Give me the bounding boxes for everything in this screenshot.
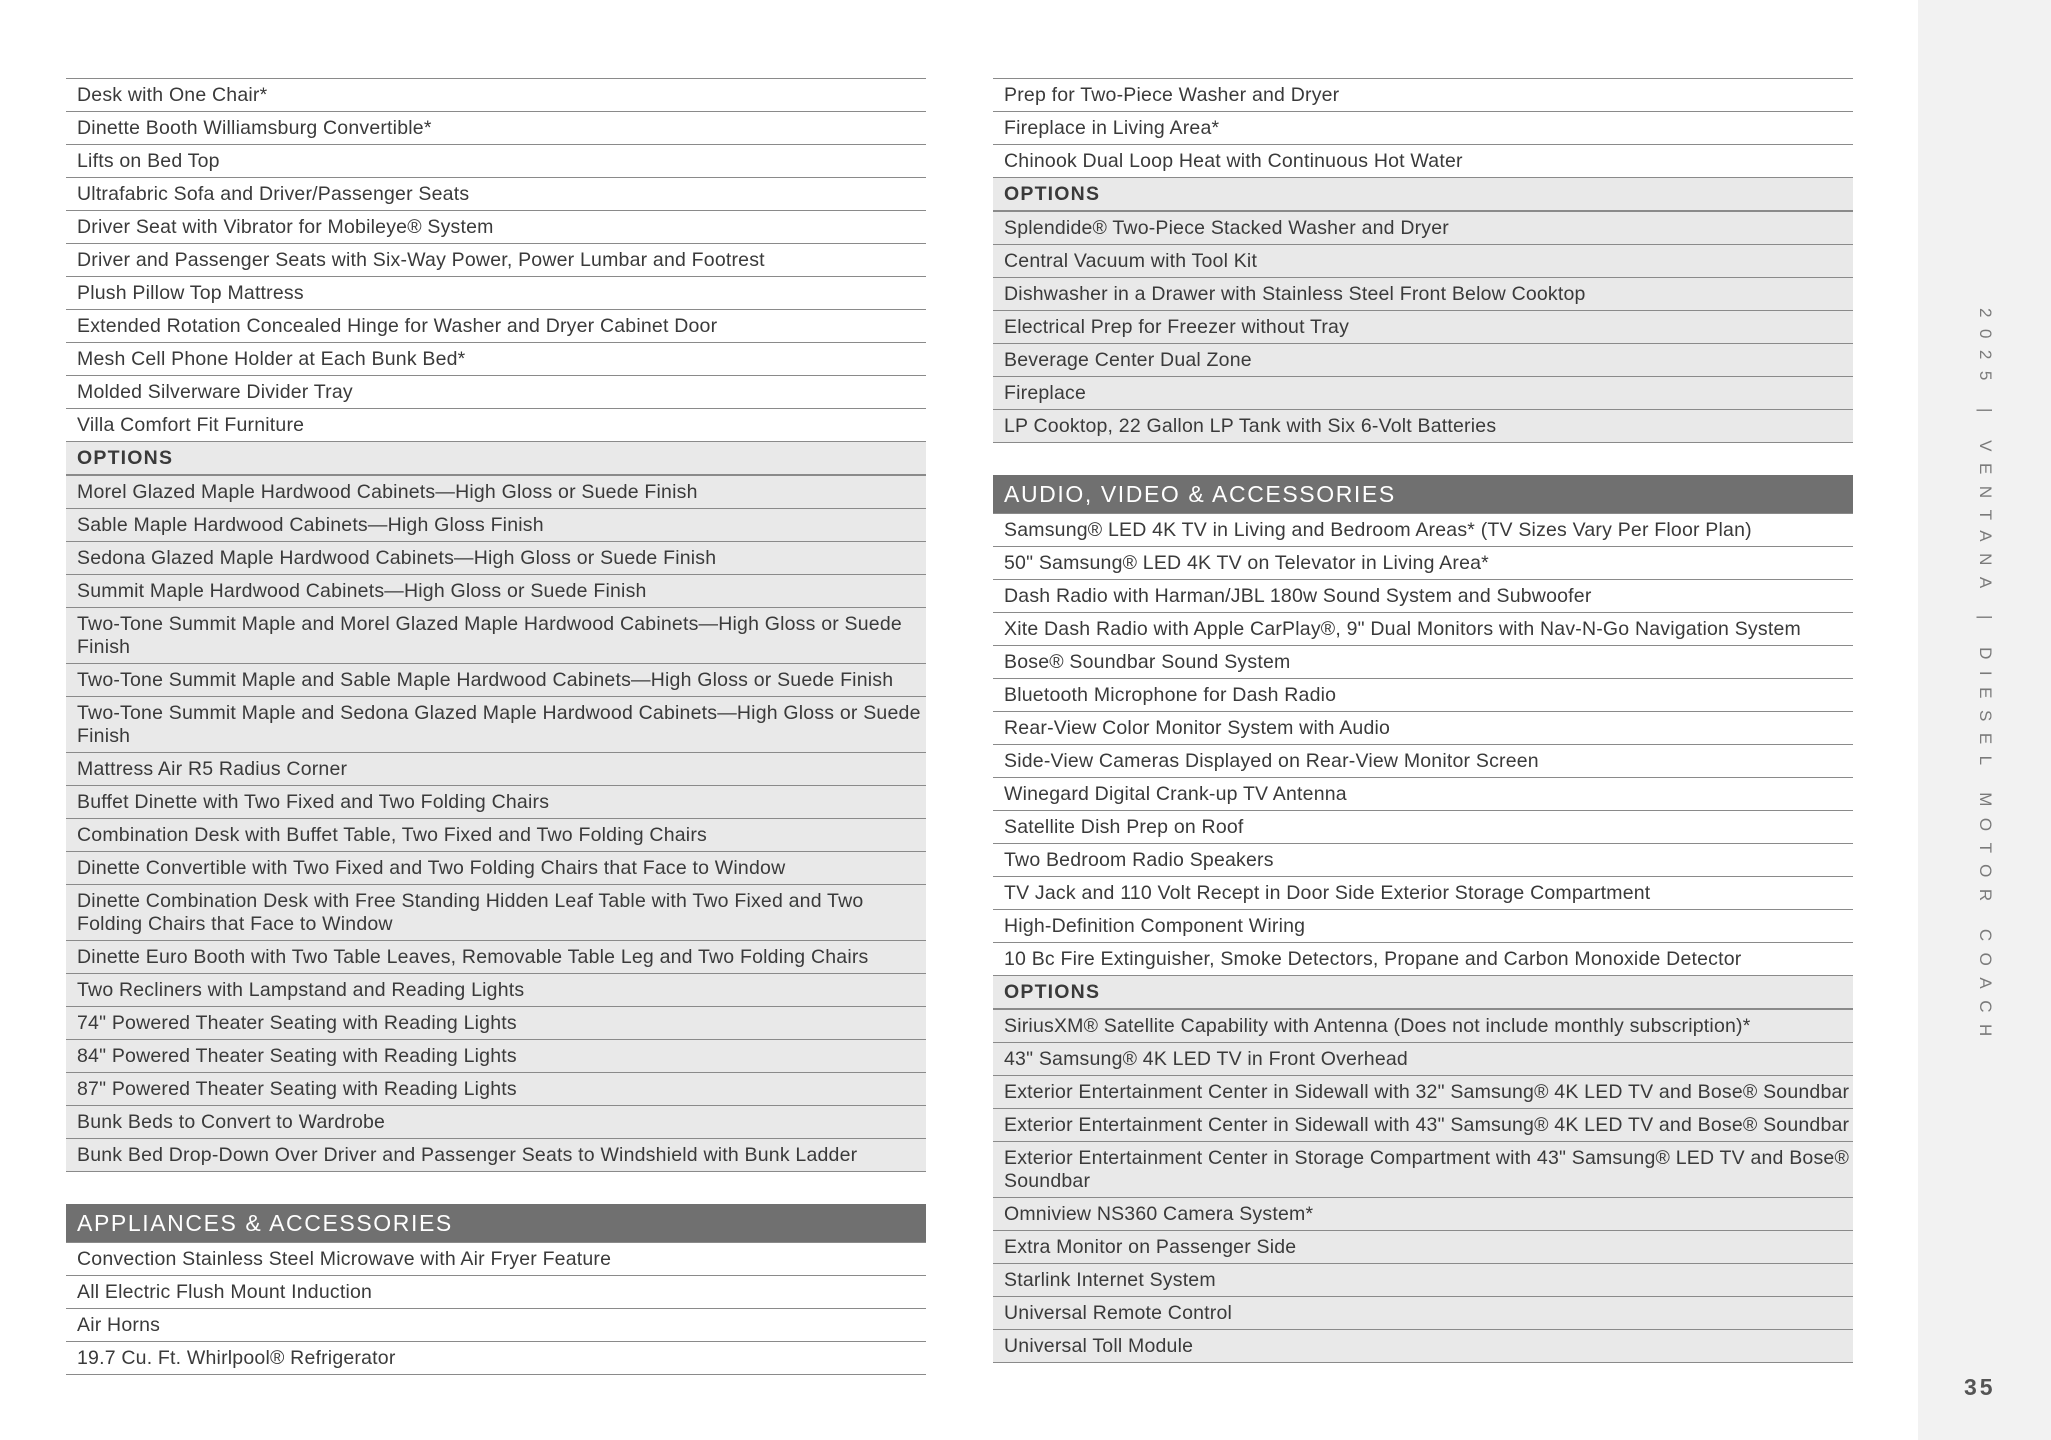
- list-item: All Electric Flush Mount Induction: [66, 1276, 926, 1309]
- list-item: 84" Powered Theater Seating with Reading Lights: [66, 1040, 926, 1073]
- list-item: Two Recliners with Lampstand and Reading Lights: [66, 974, 926, 1007]
- list-item: Prep for Two-Piece Washer and Dryer: [993, 78, 1853, 112]
- list-item: Fireplace: [993, 377, 1853, 410]
- audio-section-title: AUDIO, VIDEO & ACCESSORIES: [993, 475, 1853, 513]
- list-item: Universal Remote Control: [993, 1297, 1853, 1330]
- list-item: Splendide® Two-Piece Stacked Washer and Dryer: [993, 211, 1853, 245]
- audio-options-heading: OPTIONS: [993, 976, 1853, 1009]
- list-item: Air Horns: [66, 1309, 926, 1342]
- right-options-list: [993, 211, 1853, 443]
- list-item: Satellite Dish Prep on Roof: [993, 811, 1853, 844]
- appliances-section-title: APPLIANCES & ACCESSORIES: [66, 1204, 926, 1242]
- list-item: Starlink Internet System: [993, 1264, 1853, 1297]
- list-item: Beverage Center Dual Zone: [993, 344, 1853, 377]
- list-item: Sedona Glazed Maple Hardwood Cabinets—High Gloss or Suede Finish: [66, 542, 926, 575]
- right-column: [993, 78, 1853, 1363]
- list-item: Xite Dash Radio with Apple CarPlay®, 9" Dual Monitors with Nav-N-Go Navigation System: [993, 613, 1853, 646]
- list-item: Rear-View Color Monitor System with Audio: [993, 712, 1853, 745]
- list-item: Morel Glazed Maple Hardwood Cabinets—High Gloss or Suede Finish: [66, 475, 926, 509]
- list-item: Desk with One Chair*: [66, 78, 926, 112]
- list-item: Chinook Dual Loop Heat with Continuous Hot Water: [993, 145, 1853, 178]
- list-item: 87" Powered Theater Seating with Reading Lights: [66, 1073, 926, 1106]
- list-item: Two-Tone Summit Maple and Morel Glazed Maple Hardwood Cabinets—High Gloss or Suede Finish: [66, 608, 926, 664]
- list-item: Bunk Beds to Convert to Wardrobe: [66, 1106, 926, 1139]
- left-options-list: [66, 475, 926, 1172]
- list-item: Mattress Air R5 Radius Corner: [66, 753, 926, 786]
- list-item: Dash Radio with Harman/JBL 180w Sound System and Subwoofer: [993, 580, 1853, 613]
- list-item: Driver and Passenger Seats with Six-Way Power, Power Lumbar and Footrest: [66, 244, 926, 277]
- list-item: Villa Comfort Fit Furniture: [66, 409, 926, 442]
- left-options-heading: OPTIONS: [66, 442, 926, 475]
- audio-list: [993, 513, 1853, 976]
- list-item: 19.7 Cu. Ft. Whirlpool® Refrigerator: [66, 1342, 926, 1375]
- page-number: 35: [1964, 1374, 1996, 1400]
- list-item: Dinette Combination Desk with Free Standing Hidden Leaf Table with Two Fixed and Two Folding Chairs that Face to Window: [66, 885, 926, 941]
- list-item: Ultrafabric Sofa and Driver/Passenger Seats: [66, 178, 926, 211]
- list-item: Summit Maple Hardwood Cabinets—High Gloss or Suede Finish: [66, 575, 926, 608]
- list-item: SiriusXM® Satellite Capability with Antenna (Does not include monthly subscription)*: [993, 1009, 1853, 1043]
- list-item: Winegard Digital Crank-up TV Antenna: [993, 778, 1853, 811]
- audio-options-list: [993, 1009, 1853, 1363]
- list-item: Samsung® LED 4K TV in Living and Bedroom Areas* (TV Sizes Vary Per Floor Plan): [993, 513, 1853, 547]
- list-item: 74" Powered Theater Seating with Reading Lights: [66, 1007, 926, 1040]
- left-column: [66, 78, 926, 1375]
- list-item: 43" Samsung® 4K LED TV in Front Overhead: [993, 1043, 1853, 1076]
- left-standard-list: [66, 78, 926, 442]
- list-item: Dinette Euro Booth with Two Table Leaves, Removable Table Leg and Two Folding Chairs: [66, 941, 926, 974]
- list-item: Driver Seat with Vibrator for Mobileye® System: [66, 211, 926, 244]
- list-item: TV Jack and 110 Volt Recept in Door Side Exterior Storage Compartment: [993, 877, 1853, 910]
- right-options-heading: OPTIONS: [993, 178, 1853, 211]
- list-item: Exterior Entertainment Center in Sidewall with 43" Samsung® 4K LED TV and Bose® Soundbar: [993, 1109, 1853, 1142]
- list-item: Two-Tone Summit Maple and Sedona Glazed Maple Hardwood Cabinets—High Gloss or Suede Finish: [66, 697, 926, 753]
- list-item: Lifts on Bed Top: [66, 145, 926, 178]
- list-item: Molded Silverware Divider Tray: [66, 376, 926, 409]
- list-item: Dinette Booth Williamsburg Convertible*: [66, 112, 926, 145]
- list-item: Exterior Entertainment Center in Sidewall with 32" Samsung® 4K LED TV and Bose® Soundbar: [993, 1076, 1853, 1109]
- list-item: Central Vacuum with Tool Kit: [993, 245, 1853, 278]
- list-item: Two Bedroom Radio Speakers: [993, 844, 1853, 877]
- appliances-list: [66, 1242, 926, 1375]
- list-item: Convection Stainless Steel Microwave with Air Fryer Feature: [66, 1242, 926, 1276]
- list-item: LP Cooktop, 22 Gallon LP Tank with Six 6-Volt Batteries: [993, 410, 1853, 443]
- list-item: Omniview NS360 Camera System*: [993, 1198, 1853, 1231]
- list-item: Extra Monitor on Passenger Side: [993, 1231, 1853, 1264]
- list-item: Plush Pillow Top Mattress: [66, 277, 926, 310]
- list-item: 10 Bc Fire Extinguisher, Smoke Detectors, Propane and Carbon Monoxide Detector: [993, 943, 1853, 976]
- list-item: Dinette Convertible with Two Fixed and Two Folding Chairs that Face to Window: [66, 852, 926, 885]
- side-label: 2025 | VENTANA | DIESEL MOTOR COACH: [1976, 308, 1995, 1048]
- list-item: Extended Rotation Concealed Hinge for Washer and Dryer Cabinet Door: [66, 310, 926, 343]
- list-item: Universal Toll Module: [993, 1330, 1853, 1363]
- list-item: 50" Samsung® LED 4K TV on Televator in Living Area*: [993, 547, 1853, 580]
- list-item: Buffet Dinette with Two Fixed and Two Folding Chairs: [66, 786, 926, 819]
- list-item: Dishwasher in a Drawer with Stainless Steel Front Below Cooktop: [993, 278, 1853, 311]
- list-item: Exterior Entertainment Center in Storage Compartment with 43" Samsung® LED TV and Bose® Soundbar: [993, 1142, 1853, 1198]
- list-item: Bose® Soundbar Sound System: [993, 646, 1853, 679]
- list-item: Combination Desk with Buffet Table, Two Fixed and Two Folding Chairs: [66, 819, 926, 852]
- list-item: Bluetooth Microphone for Dash Radio: [993, 679, 1853, 712]
- list-item: Bunk Bed Drop-Down Over Driver and Passenger Seats to Windshield with Bunk Ladder: [66, 1139, 926, 1172]
- list-item: Fireplace in Living Area*: [993, 112, 1853, 145]
- list-item: Electrical Prep for Freezer without Tray: [993, 311, 1853, 344]
- list-item: Side-View Cameras Displayed on Rear-View Monitor Screen: [993, 745, 1853, 778]
- list-item: Sable Maple Hardwood Cabinets—High Gloss Finish: [66, 509, 926, 542]
- right-standard-list: [993, 78, 1853, 178]
- list-item: Mesh Cell Phone Holder at Each Bunk Bed*: [66, 343, 926, 376]
- list-item: High-Definition Component Wiring: [993, 910, 1853, 943]
- list-item: Two-Tone Summit Maple and Sable Maple Hardwood Cabinets—High Gloss or Suede Finish: [66, 664, 926, 697]
